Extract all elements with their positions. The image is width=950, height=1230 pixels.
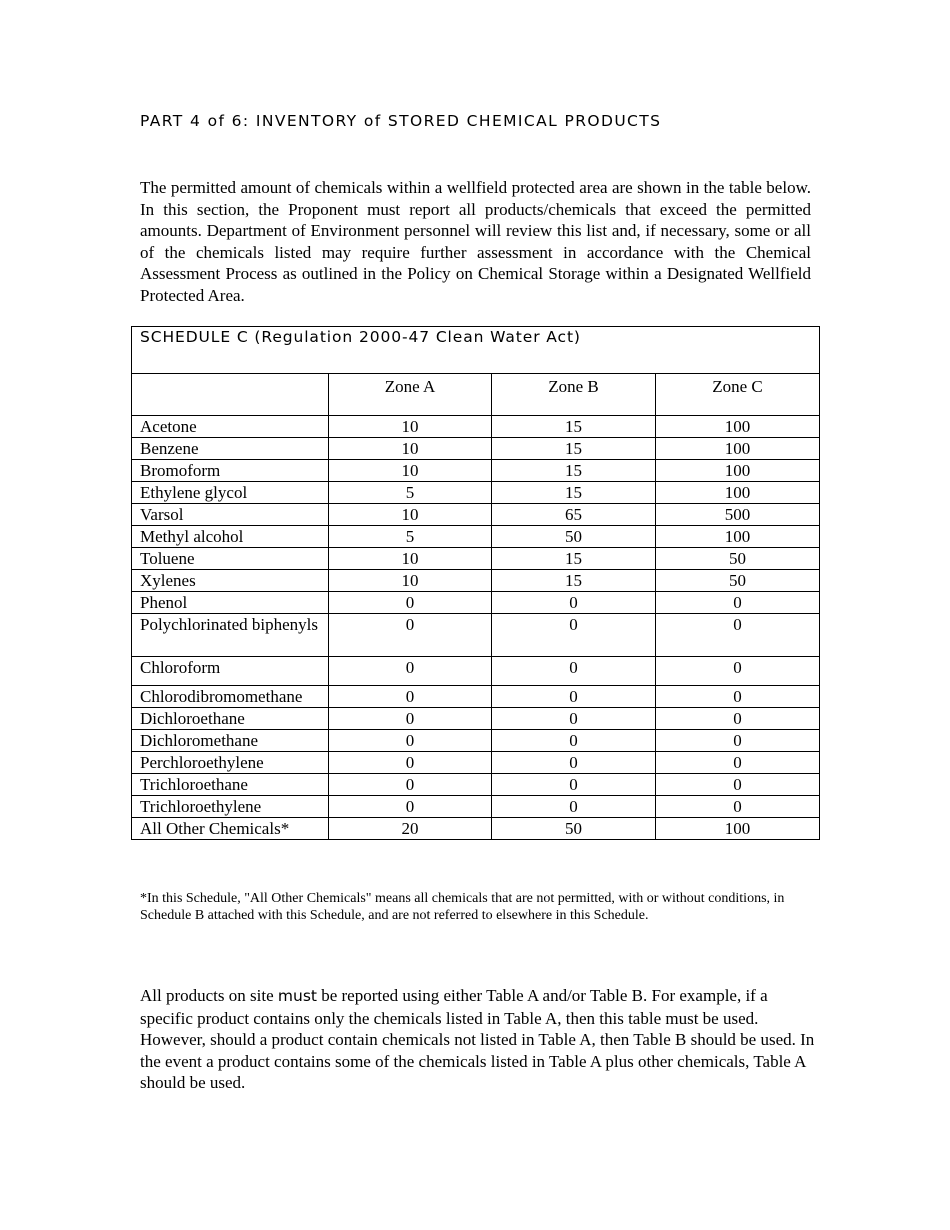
zone-b-value-cell: 0 <box>492 657 656 686</box>
zone-a-value-cell: 10 <box>329 504 492 526</box>
table-caption-row <box>132 327 820 374</box>
chemical-name-cell: Bromoform <box>132 460 329 482</box>
zone-b-value-cell: 15 <box>492 438 656 460</box>
table-row <box>132 730 820 752</box>
table-row <box>132 482 820 504</box>
table-row <box>132 460 820 482</box>
table-caption: SCHEDULE C (Regulation 2000-47 Clean Water Act) <box>132 327 820 374</box>
zone-b-value-cell: 0 <box>492 592 656 614</box>
zone-a-value-cell: 0 <box>329 614 492 657</box>
zone-a-value-cell: 0 <box>329 592 492 614</box>
zone-b-value-cell: 0 <box>492 686 656 708</box>
table-row <box>132 526 820 548</box>
table-row <box>132 504 820 526</box>
table-row <box>132 708 820 730</box>
table-row <box>132 686 820 708</box>
table-row <box>132 438 820 460</box>
table-row <box>132 570 820 592</box>
zone-c-value-cell: 500 <box>656 504 820 526</box>
chemical-name-cell: Trichloroethane <box>132 774 329 796</box>
zone-a-value-cell: 0 <box>329 708 492 730</box>
zone-c-value-cell: 0 <box>656 796 820 818</box>
zone-c-value-cell: 0 <box>656 686 820 708</box>
zone-b-value-cell: 0 <box>492 752 656 774</box>
chemical-name-cell: Varsol <box>132 504 329 526</box>
chemical-name-cell: Chlorodibromomethane <box>132 686 329 708</box>
zone-a-value-cell: 10 <box>329 460 492 482</box>
zone-a-value-cell: 5 <box>329 526 492 548</box>
closing-text-start: All products on site <box>140 986 278 1005</box>
zone-b-value-cell: 15 <box>492 460 656 482</box>
zone-a-value-cell: 20 <box>329 818 492 840</box>
zone-c-value-cell: 0 <box>656 708 820 730</box>
table-row <box>132 416 820 438</box>
footnote: *In this Schedule, "All Other Chemicals" means all chemicals that are not permitted, with or without conditions, in Schedule B attached with this Schedule, and are not referred to elsewhere in this Schedule. <box>140 891 785 923</box>
table-row <box>132 548 820 570</box>
zone-b-value-cell: 15 <box>492 570 656 592</box>
table-row <box>132 592 820 614</box>
zone-c-value-cell: 100 <box>656 438 820 460</box>
table-row <box>132 614 820 657</box>
header-blank-cell <box>132 374 329 416</box>
zone-a-value-cell: 10 <box>329 570 492 592</box>
zone-c-value-cell: 50 <box>656 570 820 592</box>
chemical-name-cell: Dichloromethane <box>132 730 329 752</box>
zone-c-value-cell: 100 <box>656 818 820 840</box>
chemical-name-cell: Toluene <box>132 548 329 570</box>
zone-c-value-cell: 100 <box>656 526 820 548</box>
section-heading: PART 4 of 6: INVENTORY of STORED CHEMICAL PRODUCTS <box>140 112 662 130</box>
chemical-name-cell: Dichloroethane <box>132 708 329 730</box>
chemical-name-cell: Methyl alcohol <box>132 526 329 548</box>
zone-c-value-cell: 0 <box>656 774 820 796</box>
table-body <box>132 416 820 840</box>
zone-a-value-cell: 10 <box>329 548 492 570</box>
zone-a-value-cell: 10 <box>329 438 492 460</box>
zone-a-value-cell: 0 <box>329 657 492 686</box>
zone-c-value-cell: 100 <box>656 460 820 482</box>
zone-c-value-cell: 0 <box>656 730 820 752</box>
chemical-name-cell: All Other Chemicals* <box>132 818 329 840</box>
zone-b-value-cell: 15 <box>492 482 656 504</box>
chemical-name-cell: Ethylene glycol <box>132 482 329 504</box>
zone-c-value-cell: 100 <box>656 416 820 438</box>
closing-text-end: be reported using either Table A and/or Table B. For example, if a specific product contains only the chemicals listed in Table A, then this table must be used. However, should a product contain chemicals not listed in Table A, then Table B should be used. In the event a product contains some of the chemicals listed in Table A plus other chemicals, Table A should be used. <box>140 986 815 1093</box>
zone-b-value-cell: 0 <box>492 730 656 752</box>
header-zone-c: Zone C <box>656 374 820 416</box>
header-zone-a: Zone A <box>329 374 492 416</box>
zone-a-value-cell: 0 <box>329 686 492 708</box>
zone-a-value-cell: 0 <box>329 730 492 752</box>
table-row <box>132 774 820 796</box>
schedule-c-table <box>131 326 820 840</box>
table-row <box>132 796 820 818</box>
table-row <box>132 657 820 686</box>
chemical-name-cell: Xylenes <box>132 570 329 592</box>
zone-c-value-cell: 0 <box>656 657 820 686</box>
zone-a-value-cell: 10 <box>329 416 492 438</box>
closing-emphasis: must <box>277 987 317 1005</box>
zone-b-value-cell: 65 <box>492 504 656 526</box>
zone-b-value-cell: 15 <box>492 416 656 438</box>
header-zone-b: Zone B <box>492 374 656 416</box>
chemical-name-cell: Chloroform <box>132 657 329 686</box>
table-header-row <box>132 374 820 416</box>
zone-b-value-cell: 0 <box>492 614 656 657</box>
zone-b-value-cell: 50 <box>492 818 656 840</box>
zone-b-value-cell: 15 <box>492 548 656 570</box>
zone-b-value-cell: 50 <box>492 526 656 548</box>
zone-c-value-cell: 0 <box>656 592 820 614</box>
zone-b-value-cell: 0 <box>492 796 656 818</box>
zone-c-value-cell: 100 <box>656 482 820 504</box>
zone-c-value-cell: 0 <box>656 752 820 774</box>
chemical-name-cell: Phenol <box>132 592 329 614</box>
zone-a-value-cell: 5 <box>329 482 492 504</box>
zone-a-value-cell: 0 <box>329 752 492 774</box>
chemical-name-cell: Polychlorinated biphenyls <box>132 614 329 657</box>
chemical-name-cell: Trichloroethylene <box>132 796 329 818</box>
zone-c-value-cell: 50 <box>656 548 820 570</box>
zone-c-value-cell: 0 <box>656 614 820 657</box>
zone-a-value-cell: 0 <box>329 796 492 818</box>
intro-paragraph: The permitted amount of chemicals within a wellfield protected area are shown in the table below. In this section, the Proponent must report all products/chemicals that exceed the permitted amounts. Department of Environment personnel will review this list and, if necessary, some or all of the chemicals listed may require further assessment in accordance with the Chemical Assessment Process as outlined in the Policy on Chemical Storage within a Designated Wellfield Protected Area. <box>140 178 811 305</box>
table-row <box>132 752 820 774</box>
zone-a-value-cell: 0 <box>329 774 492 796</box>
zone-b-value-cell: 0 <box>492 708 656 730</box>
chemical-name-cell: Acetone <box>132 416 329 438</box>
closing-paragraph <box>140 985 820 1094</box>
chemical-name-cell: Perchloroethylene <box>132 752 329 774</box>
table-row <box>132 818 820 840</box>
chemical-name-cell: Benzene <box>132 438 329 460</box>
zone-b-value-cell: 0 <box>492 774 656 796</box>
